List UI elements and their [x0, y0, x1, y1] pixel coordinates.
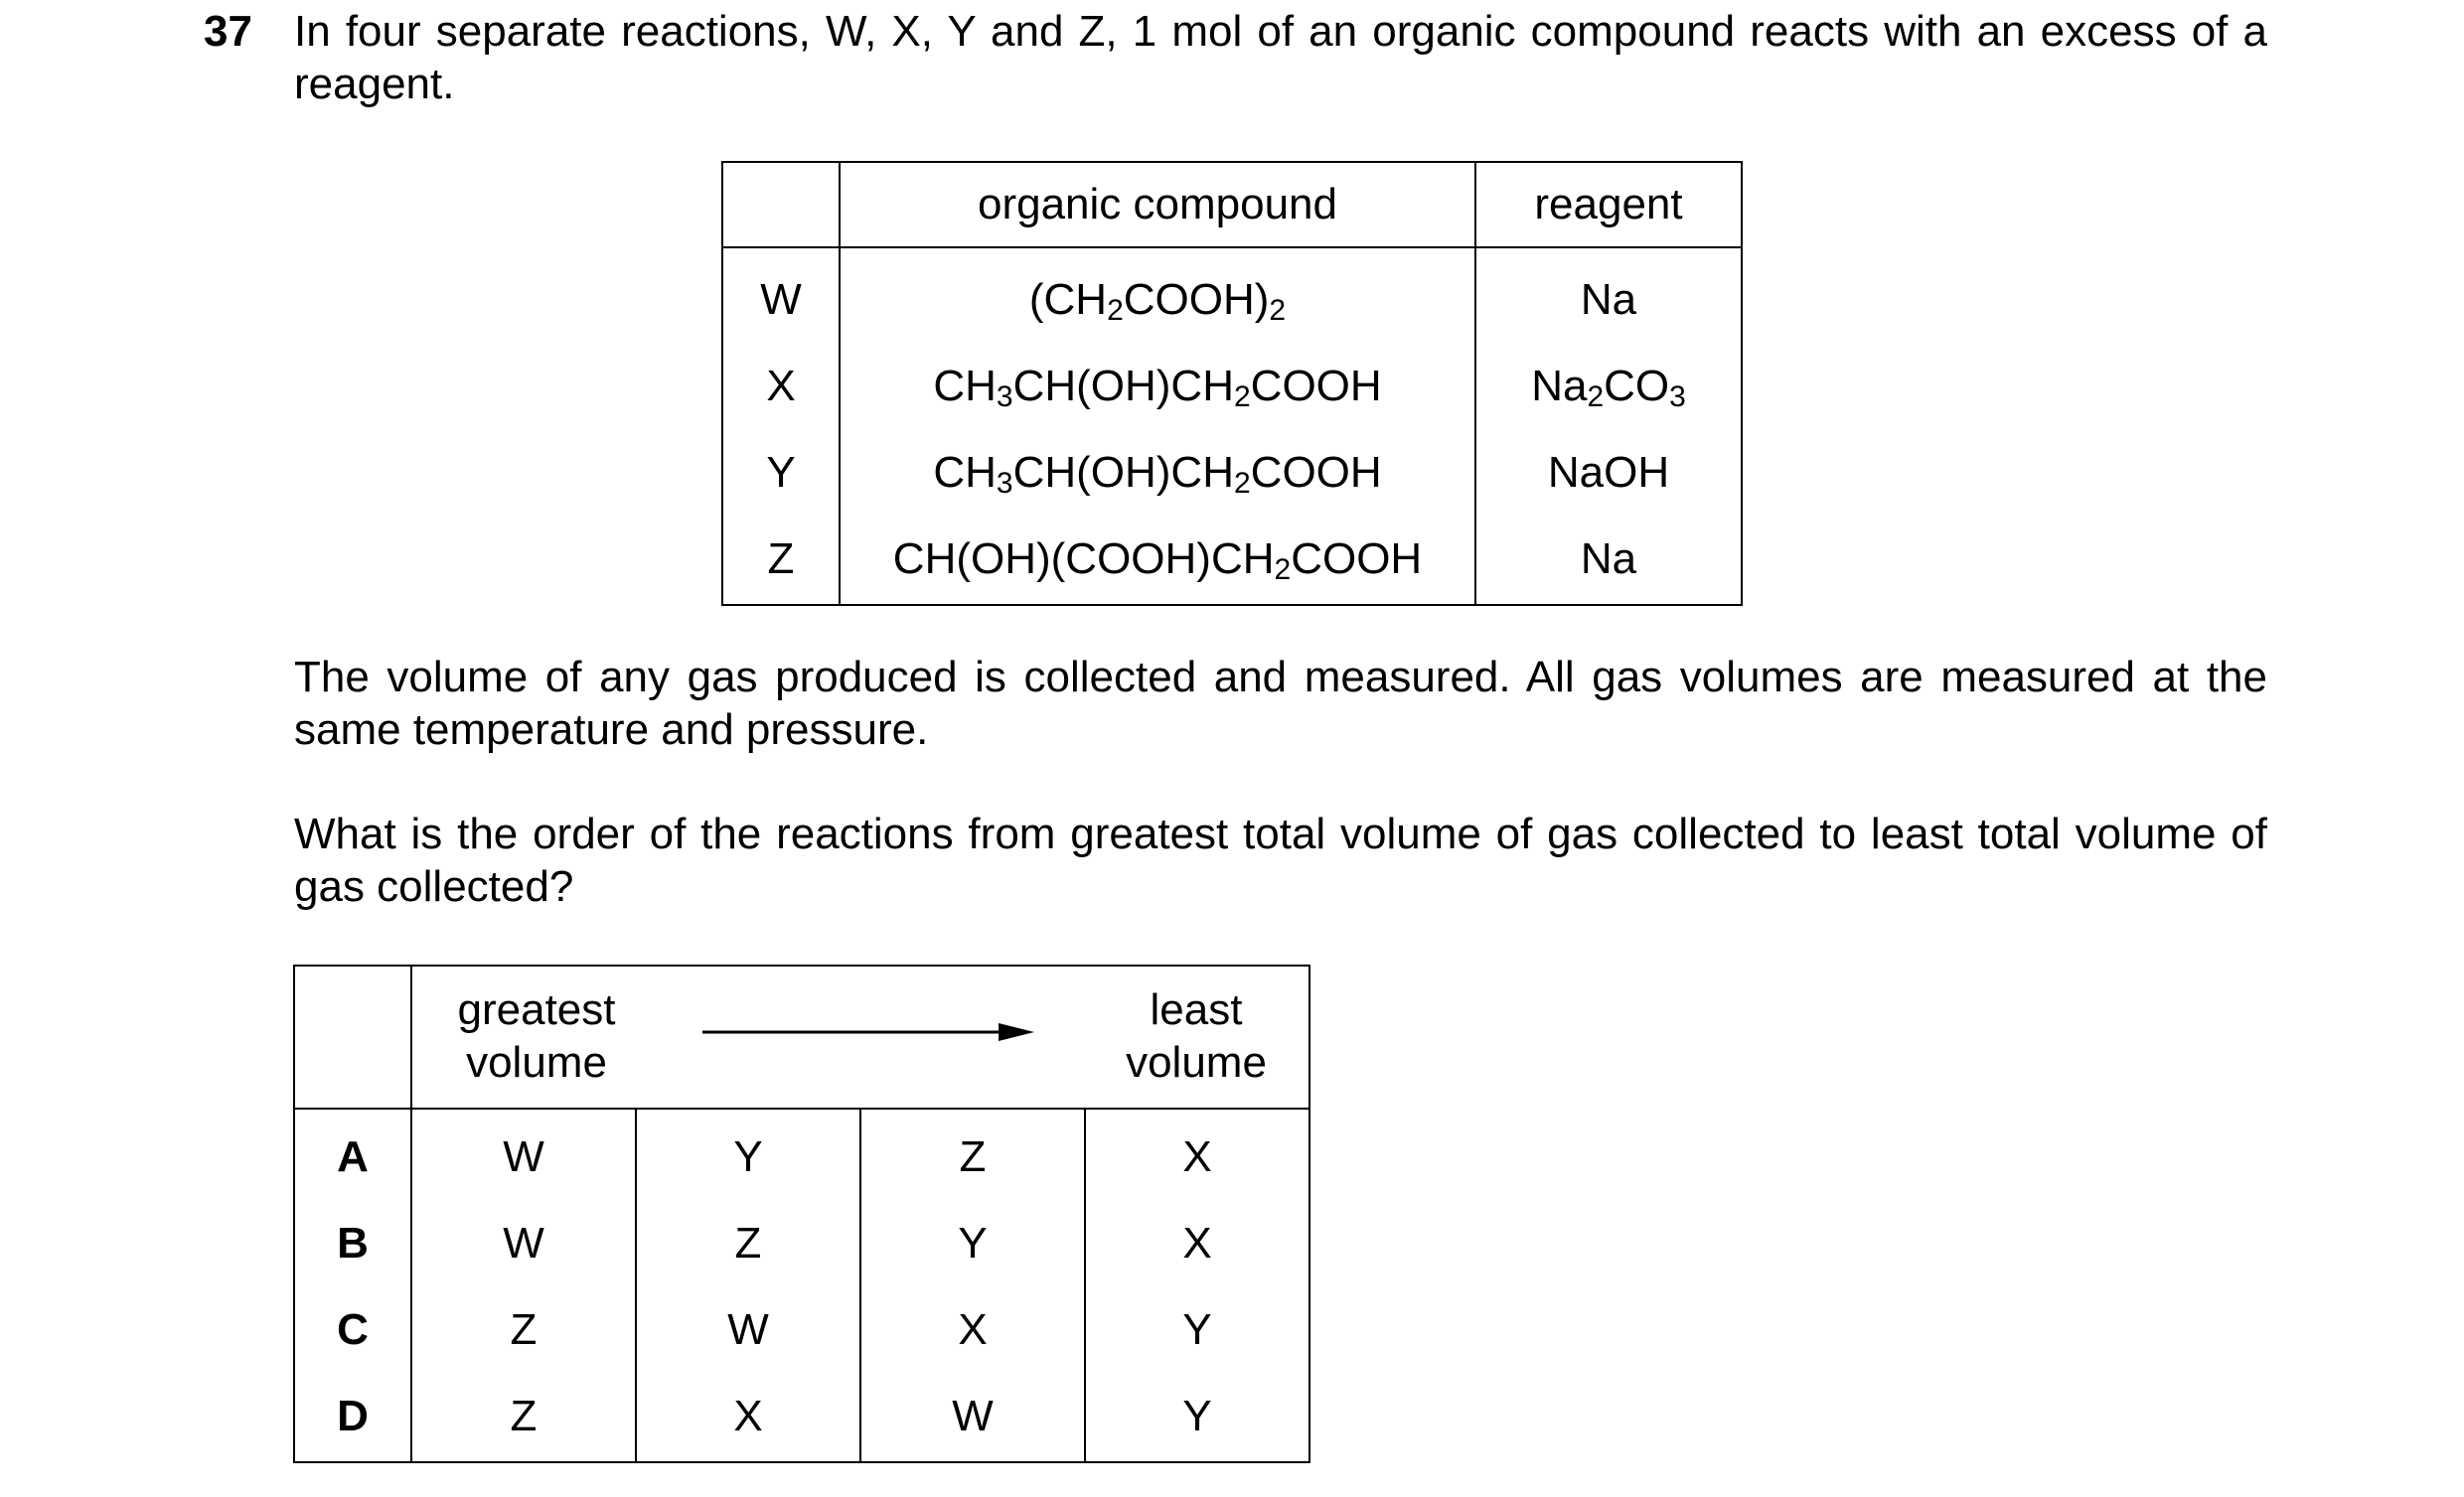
order-cell: X — [636, 1373, 860, 1462]
reaction-row — [722, 516, 1742, 605]
organic-compound-formula: $CH(OH)(COOH)CH_2COOH$ — [840, 516, 1475, 605]
reaction-table-header — [722, 162, 1742, 247]
volume-note: The volume of any gas produced is collected and measured. All gas volumes are measured at the same temperature and pressure. — [294, 653, 2267, 754]
order-cell: Z — [860, 1109, 1085, 1200]
order-cell: W — [860, 1373, 1085, 1462]
option-letter: C — [294, 1286, 411, 1373]
reaction-row — [722, 429, 1742, 516]
answer-option-row[interactable] — [294, 1286, 1309, 1373]
option-letter: D — [294, 1373, 411, 1462]
answer-option-row[interactable] — [294, 1200, 1309, 1286]
order-cell: X — [1085, 1200, 1309, 1286]
answer-option-row[interactable] — [294, 1373, 1309, 1462]
reaction-row — [722, 343, 1742, 429]
order-cell: X — [860, 1286, 1085, 1373]
reaction-label: X — [722, 343, 840, 429]
question-prompt: What is the order of the reactions from greatest total volume of gas collected to least total volume of gas collected? — [294, 810, 2267, 911]
reagent-formula: $Na_2CO_3$ — [1475, 343, 1742, 429]
organic-compound-formula: $CH_3CH(OH)CH_2COOH$ — [840, 343, 1475, 429]
order-cell: Y — [1085, 1286, 1309, 1373]
reaction-label: Y — [722, 429, 840, 516]
order-cell: W — [411, 1109, 636, 1200]
order-cell: Y — [1085, 1373, 1309, 1462]
greatest-volume-label: greatest volume — [457, 985, 616, 1087]
reagent-formula: Na — [1475, 247, 1742, 343]
order-cell: W — [636, 1286, 860, 1373]
reaction-label: W — [722, 247, 840, 343]
least-volume-label: least volume — [1126, 985, 1267, 1087]
header-organic-compound: organic compound — [840, 162, 1475, 247]
reaction-label: Z — [722, 516, 840, 605]
answer-table — [293, 965, 1310, 1463]
question-intro: In four separate reactions, W, X, Y and Z, 1 mol of an organic compound reacts with an excess of a reagent. — [294, 7, 2267, 108]
organic-compound-formula: $CH_3CH(OH)CH_2COOH$ — [840, 429, 1475, 516]
option-letter: B — [294, 1200, 411, 1286]
answer-option-row[interactable] — [294, 1109, 1309, 1200]
order-cell: Z — [636, 1200, 860, 1286]
organic-compound-formula: $(CH_2COOH)_2$ — [840, 247, 1475, 343]
header-reagent: reagent — [1475, 162, 1742, 247]
order-cell: Y — [860, 1200, 1085, 1286]
reagent-formula: NaOH — [1475, 429, 1742, 516]
order-cell: Z — [411, 1373, 636, 1462]
order-header-cell — [411, 966, 1309, 1109]
reaction-row — [722, 247, 1742, 343]
right-arrow-icon — [702, 1020, 1036, 1044]
answer-table-header — [294, 966, 1309, 1109]
reagent-formula: Na — [1475, 516, 1742, 605]
header-label-cell — [722, 162, 840, 247]
reaction-table — [721, 161, 1743, 606]
header-blank-cell — [294, 966, 411, 1109]
order-cell: X — [1085, 1109, 1309, 1200]
order-cell: Y — [636, 1109, 860, 1200]
option-letter: A — [294, 1109, 411, 1200]
question-number: 37 — [204, 7, 252, 56]
order-cell: W — [411, 1200, 636, 1286]
order-cell: Z — [411, 1286, 636, 1373]
